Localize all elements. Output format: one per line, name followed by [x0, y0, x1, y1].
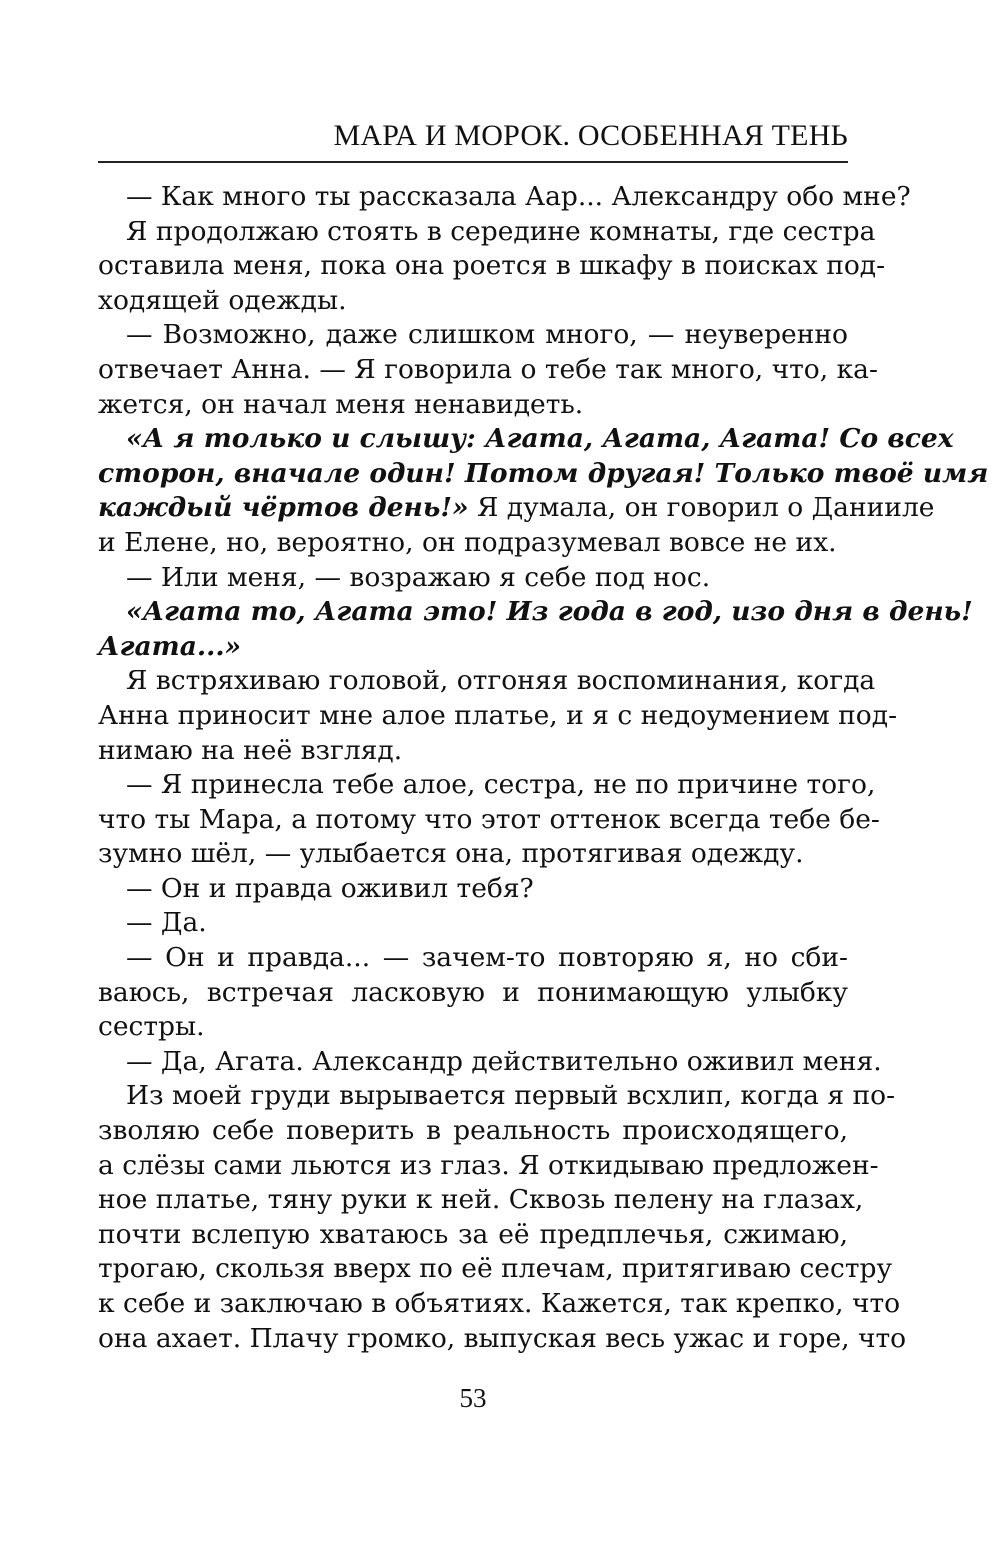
text-line: [98, 180, 911, 215]
text-line: [98, 422, 954, 457]
line-text: почти вслепую хватаюсь за её предплечья, сжимаю,: [98, 1218, 848, 1250]
line-text: — Он и правда... — зачем-то повторяю я, но сби-: [126, 942, 848, 974]
running-head: МАРА И МОРОК. ОСОБЕННАЯ ТЕНЬ: [333, 119, 848, 152]
line-text: она ахает. Плачу громко, выпуская весь ужас и горе, что: [98, 1322, 907, 1354]
text-line: [98, 734, 848, 769]
text-line: [98, 318, 848, 353]
text-line: [98, 1010, 848, 1045]
line-text: ходящей одежды.: [98, 284, 347, 316]
text-line: [98, 872, 848, 907]
text-line: [98, 976, 848, 1011]
page-number: 53: [459, 1383, 487, 1413]
text-line: [98, 941, 848, 976]
line-text: жется, он начал меня ненавидеть.: [98, 388, 584, 420]
text-line: [98, 1218, 848, 1253]
text-line: [98, 1045, 882, 1080]
line-text: Я продолжаю стоять в середине комнаты, где сестра: [126, 215, 876, 247]
line-text: оставила меня, пока она роется в шкафу в поисках под-: [98, 250, 886, 282]
line-text: трогаю, скользя вверх по её плечам, притягиваю сестру: [98, 1253, 893, 1285]
line-text: Анна приносит мне алое платье, и я с недоумением под-: [98, 699, 898, 731]
text-line: [98, 284, 848, 319]
text-line: [98, 837, 848, 872]
italic-quote: «А я только и слышу: Агата, Агата, Агата! Со всех: [126, 423, 954, 455]
italic-quote: «Агата то, Агата это! Из года в год, изо дня в день!: [126, 596, 973, 628]
text-line: [98, 699, 898, 734]
text-line: [98, 215, 876, 250]
line-text: — Возможно, даже слишком много, — неуверенно: [126, 319, 848, 351]
body-text: [98, 180, 989, 1356]
text-line: [98, 1287, 901, 1322]
line-text: зволяю себе поверить в реальность происходящего,: [98, 1115, 848, 1147]
text-line: [98, 906, 848, 941]
line-text: сестры.: [98, 1011, 205, 1043]
line-text: — Да.: [126, 907, 207, 939]
header-rule: [98, 161, 848, 163]
text-line: [98, 491, 935, 526]
text-line: [98, 353, 878, 388]
line-text: и Елене, но, вероятно, он подразумевал вовсе не их.: [98, 526, 837, 558]
line-text: Я встряхиваю головой, отгоняя воспоминания, когда: [126, 665, 876, 697]
line-text: ваюсь, встречая ласковую и понимающую улыбку: [98, 976, 848, 1008]
line-text: — Я принесла тебе алое, сестра, не по причине того,: [126, 769, 876, 801]
text-line: [98, 595, 973, 630]
line-text: — Да, Агата. Александр действительно оживил меня.: [126, 1045, 882, 1077]
text-line: [98, 1149, 879, 1184]
line-text: зумно шёл, — улыбается она, протягивая одежду.: [98, 838, 804, 870]
italic-quote: сторон, вначале один! Потом другая! Только твоё имя: [98, 457, 989, 489]
text-line: [98, 1183, 864, 1218]
italic-quote: Агата...»: [98, 630, 242, 662]
line-text: что ты Мара, а потому что этот оттенок всегда тебе бе-: [98, 803, 880, 835]
line-text: ное платье, тяну руки к ней. Сквозь пелену на глазах,: [98, 1184, 864, 1216]
text-line: [98, 803, 880, 838]
line-text: Я думала, он говорил о Данииле: [468, 492, 935, 524]
text-line: [98, 1079, 896, 1114]
text-line: [98, 768, 876, 803]
line-text: а слёзы сами льются из глаз. Я откидываю предложен-: [98, 1149, 879, 1181]
text-line: [98, 630, 848, 665]
text-line: [98, 526, 848, 561]
line-text: к себе и заключаю в объятиях. Кажется, так крепко, что: [98, 1288, 901, 1319]
line-text: — Или меня, — возражаю я себе под нос.: [126, 561, 711, 593]
text-line: [98, 1114, 848, 1149]
text-line: [98, 388, 848, 423]
text-line: [98, 561, 848, 596]
line-text: — Он и правда оживил тебя?: [126, 872, 534, 904]
text-line: [98, 249, 886, 284]
text-line: [98, 1252, 893, 1287]
text-line: [98, 1322, 907, 1357]
line-text: нимаю на неё взгляд.: [98, 734, 403, 766]
text-line: [98, 664, 876, 699]
italic-quote: каждый чёртов день!»: [98, 492, 469, 524]
line-text: Из моей груди вырывается первый всхлип, когда я по-: [126, 1080, 896, 1112]
line-text: отвечает Анна. — Я говорила о тебе так много, что, ка-: [98, 353, 878, 385]
line-text: — Как много ты рассказала Аар... Александру обо мне?: [126, 181, 911, 212]
text-line: [98, 457, 989, 492]
